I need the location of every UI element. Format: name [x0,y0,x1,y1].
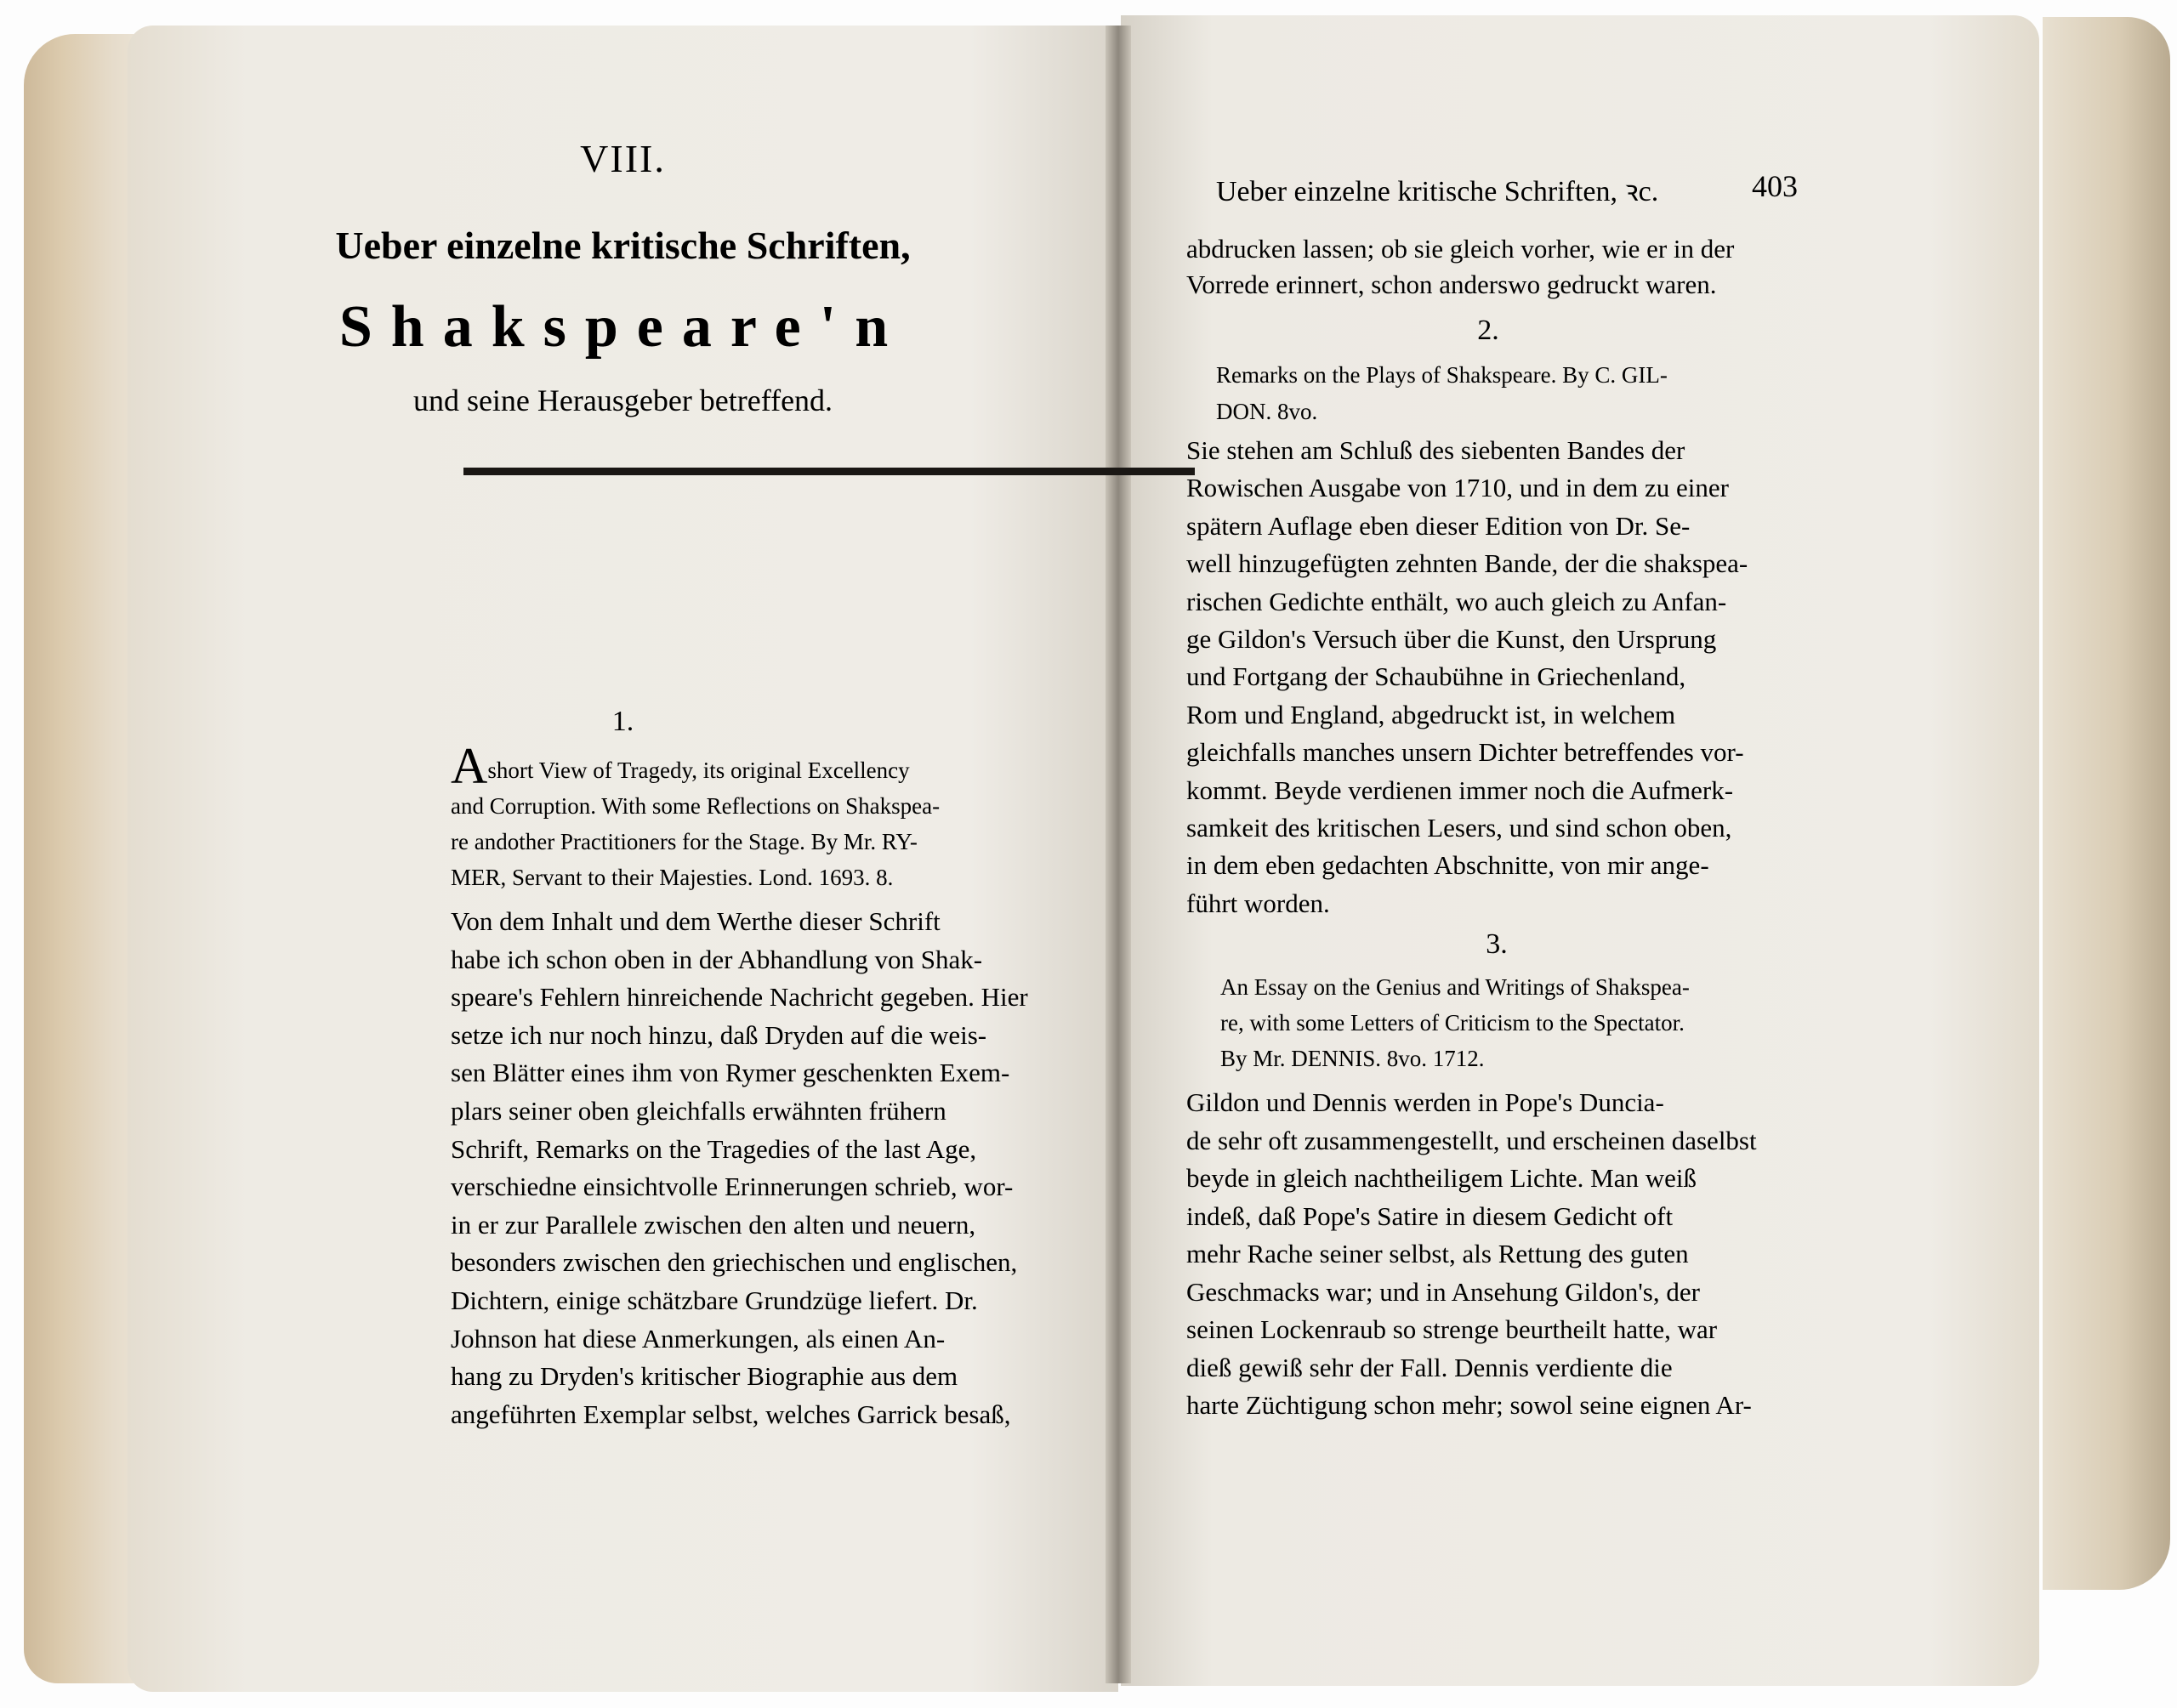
entry-2 [1216,357,1811,430]
body-2-line: führt worden. [1186,888,1330,918]
body-2-line: kommt. Beyde verdienen immer noch die Aufmerk- [1186,775,1734,805]
body-1-line: Schrift, Remarks on the Tragedies of the last Age, [451,1133,977,1164]
body-2-line: well hinzugefügten zehnten Bande, der die shakspea- [1186,548,1748,579]
body-1-line: plars seiner oben gleichfalls erwähnten frühern [451,1095,946,1126]
body-2-line: spätern Auflage eben dieser Edition von Dr. Se- [1186,510,1691,541]
entry-1 [451,748,1199,895]
continued-line: Vorrede erinnert, schon anderswo gedruckt waren. [1186,270,1717,299]
body-3-line: Gildon und Dennis werden in Pope's Duncia- [1186,1087,1664,1117]
body-2-line: gleichfalls manches unsern Dichter betreffendes vor- [1186,737,1744,768]
body-2-line: samkeit des kritischen Lesers, und sind schon oben, [1186,813,1732,843]
section-number-2: 2. [1477,315,1499,346]
entry-1-line [451,748,1199,788]
entry-3 [1220,969,1816,1076]
body-1-line: Dichtern, einige schätzbare Grundzüge liefert. Dr. [451,1285,978,1315]
body-1-line: in er zur Parallele zwischen den alten und neuern, [451,1209,976,1240]
continued-line: abdrucken lassen; ob sie gleich vorher, wie er in der [1186,234,1735,264]
entry-3-line: By Mr. DENNIS. 8vo. 1712. [1220,1046,1485,1071]
running-head: Ueber einzelne kritische Schriften, ꝛc. [1216,176,1659,207]
chapter-title-line-1: Ueber einzelne kritische Schriften, [335,224,911,267]
section-number-1: 1. [611,706,634,737]
body-1 [451,903,1199,1433]
entry-1-line-text: short View of Tragedy, its original Excellency [487,758,910,783]
body-1-line: sen Blätter eines ihm von Rymer geschenkten Exem- [451,1058,1010,1088]
entry-1-line: and Corruption. With some Reflections on Shakspea- [451,793,941,819]
chapter-title-line-3: und seine Herausgeber betreffend. [412,383,833,417]
body-2 [1186,432,1816,922]
body-1-line: speare's Fehlern hinreichende Nachricht gegeben. Hier [451,982,1028,1013]
body-3-line: dieß gewiß sehr der Fall. Dennis verdiente die [1186,1352,1673,1382]
body-3-line: seinen Lockenraub so strenge beurtheilt hatte, war [1186,1314,1718,1344]
entry-1-line: MER, Servant to their Majesties. Lond. 1693. 8. [451,865,894,890]
chapter-number: VIII. [580,137,666,180]
body-3-line: indeß, daß Pope's Satire in diesem Gedicht oft [1186,1200,1674,1231]
body-1-line: hang zu Dryden's kritischer Biographie aus dem [451,1361,958,1392]
body-3-line: mehr Rache seiner selbst, als Rettung des guten [1186,1239,1689,1268]
body-3-line: Geschmacks war; und in Ansehung Gildon's, der [1186,1276,1700,1307]
body-1-line: setze ich nur noch hinzu, daß Dryden auf die weis- [451,1019,987,1050]
body-1-line: angeführten Exemplar selbst, welches Garrick besaß, [451,1399,1011,1429]
section-number-3: 3. [1486,928,1508,960]
body-1-line: habe ich schon oben in der Abhandlung von Shak- [451,944,983,974]
entry-2-line: Remarks on the Plays of Shakspeare. By C. GIL- [1216,362,1668,388]
body-1-line: besonders zwischen den griechischen und englischen, [451,1247,1018,1278]
entry-1-dropcap: A [451,748,488,788]
page-edges-right [2043,17,2170,1590]
body-3-line: de sehr oft zusammengestellt, und erscheinen daselbst [1186,1125,1757,1155]
chapter-title-line-2: Shakspeare'n [338,294,907,360]
body-3-line: beyde in gleich nachtheiligem Lichte. Man weiß [1186,1163,1697,1193]
body-1-line: Johnson hat diese Anmerkungen, als einen An- [451,1323,946,1353]
entry-1-line: re andother Practitioners for the Stage. By Mr. RY- [451,829,918,854]
body-2-line: Sie stehen am Schluß des siebenten Bandes der [1186,435,1685,465]
entry-3-line: re, with some Letters of Criticism to the Spectator. [1220,1010,1685,1036]
body-2-line: in dem eben gedachten Abschnitte, von mir ange- [1186,850,1709,881]
entry-2-line: DON. 8vo. [1216,399,1318,424]
body-3 [1186,1084,1816,1425]
body-2-line: rischen Gedichte enthält, wo auch gleich zu Anfan- [1186,586,1727,616]
page-number: 403 [1752,169,1798,203]
entry-3-line: An Essay on the Genius and Writings of Shakspea- [1220,974,1690,1000]
body-1-line: verschiedne einsichtvolle Erinnerungen schrieb, wor- [451,1172,1014,1202]
continued-text [1186,231,1816,303]
body-2-line: und Fortgang der Schaubühne in Griechenland, [1186,661,1686,692]
body-2-line: ge Gildon's Versuch über die Kunst, den Ursprung [1186,624,1717,655]
title-rule [463,468,1195,475]
body-1-line: Von dem Inhalt und dem Werthe dieser Schrift [451,906,941,936]
body-2-line: Rom und England, abgedruckt ist, in welchem [1186,699,1676,729]
body-3-line: harte Züchtigung schon mehr; sowol seine eignen Ar- [1186,1390,1752,1420]
body-2-line: Rowischen Ausgabe von 1710, und in dem zu einer [1186,473,1729,503]
